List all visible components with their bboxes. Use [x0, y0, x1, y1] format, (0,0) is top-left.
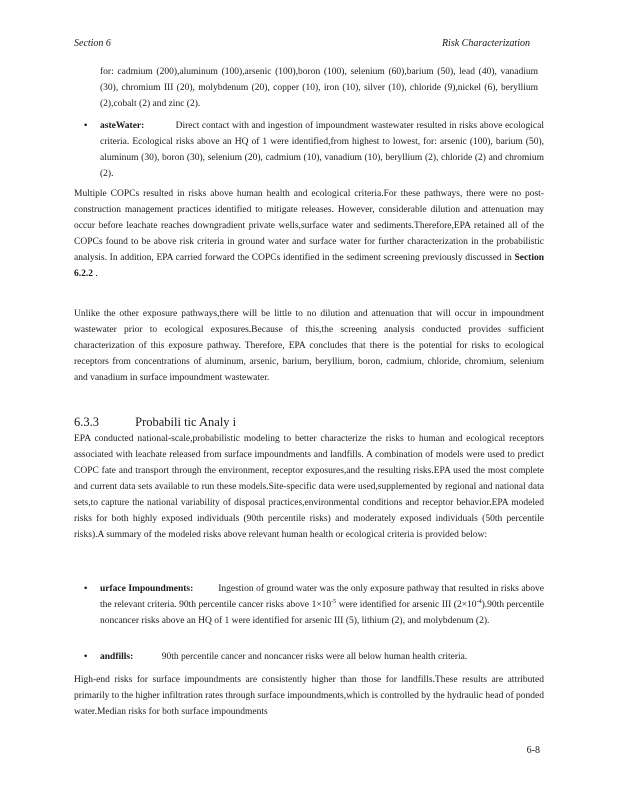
- header-section: Section 6: [74, 38, 111, 49]
- bullet-label: urface Impoundments:: [100, 584, 194, 594]
- bullet-text: were identified for arsenic III (2×10: [336, 600, 477, 610]
- surface-impoundments-bullet: [84, 581, 544, 629]
- bullet-label: andfills:: [100, 652, 134, 662]
- paragraph-end: .: [95, 269, 98, 279]
- page-number: 6-8: [526, 745, 540, 756]
- paragraph-text: Multiple COPCs resulted in risks above human health and ecological criteria.For these pathways, there were no post-construction management practices identified to mitigate releases. However, considerable dilution and attenuation may occur before leachate reaches downgradient private wells,surface water and sediments.Therefore,EPA retained all of the COPCs found to be above risk criteria in ground water and surface water for further characterization in the probabilistic analysis. In addition, EPA carried forward the COPCs identified in the sediment screening previously discussed in: [74, 189, 544, 263]
- paragraph-high-end: High-end risks for surface impoundments are consistently higher than those for landfills.These results are attributed primarily to the higher infiltration rates through surface impoundments,which is controlled by the hydraulic head of ponded water.Median risks for both surface impoundments: [74, 675, 544, 717]
- header-title: Risk Characterization: [441, 38, 530, 49]
- wastewater-bullet: [84, 118, 544, 182]
- section-heading: [74, 415, 236, 430]
- paragraph-probabilistic: EPA conducted national-scale,probabilistic modeling to better characterize the risks to human and ecological receptors associated with leachate released from surface impoundments and landfills. A combination of models were used to predict COPC fate and transport through the environment, receptor exposures,and the resulting risks.EPA used the most complete and current data sets available to run these models.Site-specific data were used,supplemented by regional and national data sets,to capture the national variability of disposal practices,environmental conditions and receptor behavior.EPA modeled risks for both highly exposed individuals (90th percentile risks) and moderately exposed individuals (50th percentile risks).A summary of the modeled risks above relevant human health or ecological criteria is provided below:: [74, 434, 544, 540]
- paragraph-ecological: Unlike the other exposure pathways,there will be little to no dilution and attenuation that will occur in impoundment wastewater prior to ecological exposures.Because of this,the screening analysis conducted provides sufficient characterization of this exposure pathway. Therefore, EPA concludes that there is the potential for risks to ecological receptors from concentrations of aluminum, arsenic, barium, beryllium, boron, cadmium, chloride, chromium, selenium and vanadium in surface impoundment wastewater.: [74, 309, 544, 383]
- bullet-text: Direct contact with and ingestion of impoundment wastewater resulted in risks above ecological criteria. Ecological risks above an HQ of 1 were identified,from highest to lowest, for: arsenic (100), barium (50), aluminum (30), boron (30), selenium (20), cadmium (10), vanadium (10), beryllium (2), chloride (2) and chromium (2).: [100, 121, 544, 179]
- bullet-label: asteWater:: [100, 121, 145, 131]
- paragraph-copcs: [74, 186, 544, 282]
- bullet-text: ).90th percentile noncancer risks above an HQ of 1 were identified for arsenic III (5), lithium (2), and molybdenum (2).: [100, 600, 544, 626]
- heading-title: Probabili tic Analy i: [135, 415, 237, 429]
- intro-list-text: for: cadmium (200),aluminum (100),arsenic (100),boron (100), selenium (60),barium (50), lead (40), vanadium (30), chromium III (20), molybdenum (20), copper (10), iron (10), silver (10), chloride (9),nickel (6), beryllium (2),cobalt (2) and zinc (2).: [100, 67, 538, 109]
- bullet-marker: •: [84, 121, 88, 131]
- bullet-text: Ingestion of ground water was the only exposure pathway that resulted in risks above the relevant criteria. 90th percentile cancer risks above 1×10: [100, 584, 544, 610]
- landfills-bullet: [84, 649, 544, 665]
- exponent: -5: [331, 598, 337, 605]
- bullet-text: 90th percentile cancer and noncancer risks were all below human health criteria.: [161, 652, 468, 662]
- section-reference: Section 6.2.2: [74, 253, 545, 279]
- exponent: -4: [476, 598, 482, 605]
- heading-number: 6.3.3: [74, 415, 99, 429]
- bullet-marker: •: [84, 584, 88, 594]
- bullet-marker: •: [84, 652, 88, 662]
